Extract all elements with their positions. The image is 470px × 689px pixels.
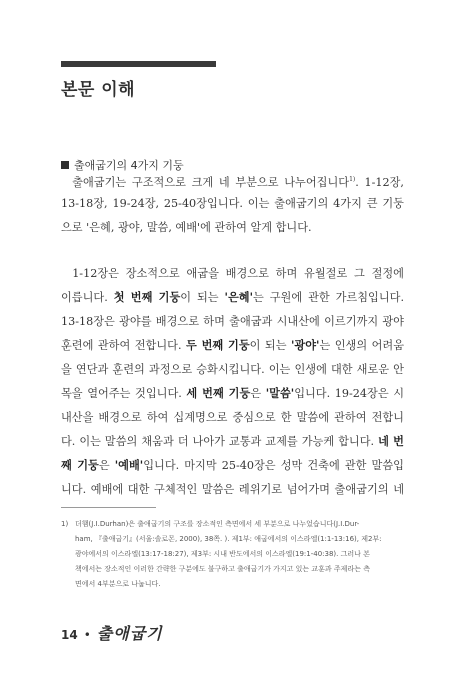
text-line: 13-18장, 19-24장, 25-40장입니다. 이는 출애굽기의 4가지 큰 기둥 [61,197,404,210]
page-number: 14 [61,628,78,642]
section-header [61,61,216,100]
text-line: 으로 '은혜, 광야, 말씀, 예배'에 관하여 알게 합니다. [61,221,312,234]
text-span: 출애굽기는 구조적으로 크게 네 부분으로 나누어집니다 [72,176,350,189]
text-line: 13-18장은 광야를 배경으로 하며 출애굽과 시내산에 이르기까지 광야 [61,315,404,328]
text-line [61,382,404,406]
text-span: 은 [98,459,115,472]
text-span: 목을 열어주는 것입니다. [61,387,187,400]
section-title: 본문 이해 [61,80,136,100]
emphasis-wilderness: '광야' [290,339,320,352]
paragraph-intro [61,168,404,240]
footnote-marker: 1) [349,176,356,183]
footnote-number: 1) [61,520,69,528]
footnote-line: 더햄(J.I.Durhan)은 출애굽기의 구조를 장소적인 측면에서 세 부분으로 나누었습니다(J.I.Dur- [75,520,360,528]
section-header-bar [61,61,216,67]
emphasis-fourth-pillar-part2: 째 기둥 [61,459,99,472]
text-line: 을 연단과 훈련의 과정으로 승화시킵니다. 이는 인생에 대한 새로운 안 [61,363,404,376]
text-span: . 1-12장, [355,176,404,189]
emphasis-first-pillar: 첫 번째 기둥 [113,291,181,304]
text-line [61,430,404,454]
emphasis-fourth-pillar-part1: 네 번 [378,435,404,448]
text-span: 은 [250,387,266,400]
text-span: 입니다. 19-24장은 시 [294,387,405,400]
emphasis-worship: '예배' [114,459,144,472]
text-span: 는 구원에 관한 가르침입니다. [253,291,404,304]
text-span: 1-12장은 장소적으로 애굽을 배경으로 하며 유월절로 그 절정에 [72,267,404,280]
footnote-line: 면에서 4부분으로 나눕니다. [75,580,161,588]
text-line [61,334,404,358]
text-span: 훈련에 관하여 전합니다. [61,339,186,352]
text-line [61,168,404,192]
text-span: 는 인생의 어려움 [319,339,404,352]
page-footer [61,621,163,644]
text-span: 이 되는 [249,339,291,352]
text-line [61,286,404,310]
text-span: 이릅니다. [61,291,114,304]
book-title: 출애굽기 [96,624,163,643]
text-line [61,454,404,478]
text-line [61,262,404,286]
text-span: 이 되는 [180,291,225,304]
paragraph-four-pillars [61,262,404,502]
text-line: 니다. 예배에 대한 구체적인 말씀은 레위기로 넘어가며 출애굽기의 네 [61,483,404,496]
emphasis-grace: '은혜' [224,291,253,304]
text-line: 내산을 배경으로 하여 십계명으로 중심으로 한 말씀에 관하여 전합니 [61,411,404,424]
emphasis-third-pillar: 세 번째 기둥 [186,387,251,400]
emphasis-word: '말씀' [265,387,295,400]
footnote-text [75,517,406,592]
emphasis-second-pillar: 두 번째 기둥 [186,339,250,352]
text-span: 입니다. 마지막 25-40장은 성막 건축에 관한 말씀입 [143,459,404,472]
footer-separator: • [83,628,91,642]
footnote [61,517,406,592]
subheading-text: 출애굽기의 4가지 기둥 [74,159,184,172]
text-span: 다. 이는 말씀의 채움과 더 나아가 교통과 교제를 가능케 합니다. [61,435,379,448]
footnote-line: ham, 『출애굽기』(서울:솔로몬, 2000), 38쪽. ). 제1부: 애굽에서의 이스라엘(1:1-13:16), 제2부: [75,535,382,543]
footnote-line: 책에서는 장소적인 이러한 간략한 구분에도 불구하고 출애굽기가 가지고 있는 교훈과 주제라는 측 [75,565,370,573]
footnote-divider [61,507,156,508]
footnote-line: 광야에서의 이스라엘(13:17-18:27), 제3부: 시내 반도에서의 이스라엘(19:1-40:38). 그러나 본 [75,550,370,558]
